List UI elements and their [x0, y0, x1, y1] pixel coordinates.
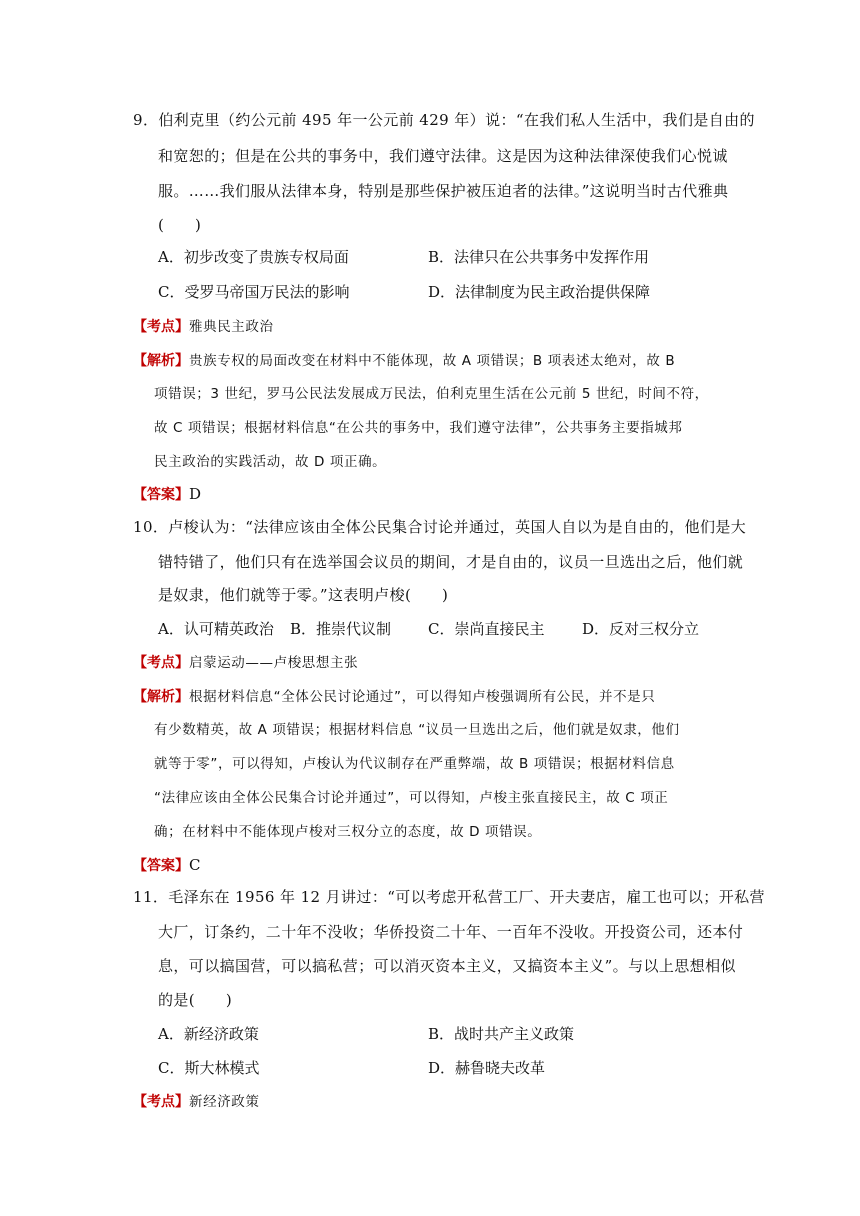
q10-kaodian — [133, 652, 358, 673]
q9-line-1: 9．伯利克里（约公元前 495 年一公元前 429 年）说：“在我们私人生活中，我们是自由的 — [133, 111, 755, 129]
q11-option-a: A．新经济政策 — [158, 1025, 259, 1043]
q9-option-b: B．法律只在公共事务中发挥作用 — [428, 248, 650, 266]
q10-option-d: D．反对三权分立 — [582, 620, 700, 638]
kaodian-text: 雅典民主政治 — [189, 319, 274, 335]
jiexi-tag: 【解析】 — [133, 689, 189, 705]
q10-jiexi-line-5: 确；在材料中不能体现卢梭对三权分立的态度，故 D 项错误。 — [154, 824, 542, 840]
q10-daan — [133, 855, 200, 876]
q11-line-2: 大厂，订条约，二十年不没收；华侨投资二十年、一百年不没收。开投资公司，还本付 — [158, 923, 744, 941]
q9-daan — [133, 484, 201, 505]
q9-option-c: C．受罗马帝国万民法的影响 — [158, 283, 350, 301]
q9-jiexi-line-4: 民主政治的实践活动，故 D 项正确。 — [154, 454, 387, 470]
q11-option-b: B．战时共产主义政策 — [428, 1025, 575, 1043]
daan-tag: 【答案】 — [133, 487, 189, 503]
daan-value: C — [189, 856, 201, 874]
q9-jiexi-line-2: 项错误；3 世纪，罗马公民法发展成万民法，伯利克里生活在公元前 5 世纪，时间不符， — [154, 386, 709, 402]
jiexi-tag: 【解析】 — [133, 353, 189, 369]
q9-kaodian — [133, 316, 274, 337]
jiexi-text: 贵族专权的局面改变在材料中不能体现，故 A 项错误；B 项表述太绝对，故 B — [189, 353, 676, 369]
kaodian-tag: 【考点】 — [133, 655, 189, 671]
kaodian-tag: 【考点】 — [133, 1094, 189, 1110]
q9-line-2: 和宽恕的；但是在公共的事务中，我们遵守法律。这是因为这种法律深使我们心悦诚 — [158, 147, 728, 165]
daan-value: D — [189, 485, 202, 503]
q10-jiexi-line-1 — [133, 686, 655, 707]
q11-line-1: 11．毛泽东在 1956 年 12 月讲过：“可以考虑开私营工厂、开夫妻店，雇工也可以；开私营 — [133, 888, 765, 906]
q9-option-d: D．法律制度为民主政治提供保障 — [428, 283, 651, 301]
q11-option-d: D．赫鲁晓夫改革 — [428, 1059, 546, 1077]
q10-option-a: A．认可精英政治 — [158, 620, 274, 638]
kaodian-text: 新经济政策 — [189, 1094, 260, 1110]
q10-option-b: B．推崇代议制 — [290, 620, 392, 638]
q10-line-3: 是奴隶，他们就等于零。”这表明卢梭( ) — [158, 586, 449, 604]
q9-line-3: 服。……我们服从法律本身，特别是那些保护被压迫者的法律。”这说明当时古代雅典 — [158, 182, 729, 200]
q10-option-c: C．崇尚直接民主 — [428, 620, 545, 638]
kaodian-tag: 【考点】 — [133, 319, 189, 335]
q10-line-1: 10．卢梭认为：“法律应该由全体公民集合讨论并通过，英国人自以为是自由的，他们是大 — [133, 518, 747, 536]
jiexi-text: 根据材料信息“全体公民讨论通过”，可以得知卢梭强调所有公民，并不是只 — [189, 689, 656, 705]
q10-jiexi-line-4: “法律应该由全体公民集合讨论并通过”，可以得知，卢梭主张直接民主，故 C 项正 — [154, 790, 669, 806]
q10-jiexi-line-2: 有少数精英，故 A 项错误；根据材料信息 “议员一旦选出之后，他们就是奴隶，他们 — [154, 722, 680, 738]
q11-line-3: 息，可以搞国营，可以搞私营；可以消灭资本主义，又搞资本主义”。与以上思想相似 — [158, 957, 736, 975]
q9-jiexi-line-1 — [133, 350, 675, 371]
q11-kaodian — [133, 1091, 260, 1112]
q11-line-4: 的是( ) — [158, 991, 233, 1009]
q9-jiexi-line-3: 故 C 项错误；根据材料信息“在公共的事务中，我们遵守法律”，公共事务主要指城邦 — [154, 420, 683, 436]
q9-line-4: ( ) — [158, 216, 202, 234]
q9-option-a: A．初步改变了贵族专权局面 — [158, 248, 349, 266]
q10-line-2: 错特错了，他们只有在选举国会议员的期间，才是自由的，议员一旦选出之后，他们就 — [158, 553, 744, 571]
q10-jiexi-line-3: 就等于零”，可以得知，卢梭认为代议制存在严重弊端，故 B 项错误；根据材料信息 — [154, 756, 675, 772]
daan-tag: 【答案】 — [133, 858, 189, 874]
q11-option-c: C．斯大林模式 — [158, 1059, 260, 1077]
kaodian-text: 启蒙运动——卢梭思想主张 — [189, 655, 359, 671]
